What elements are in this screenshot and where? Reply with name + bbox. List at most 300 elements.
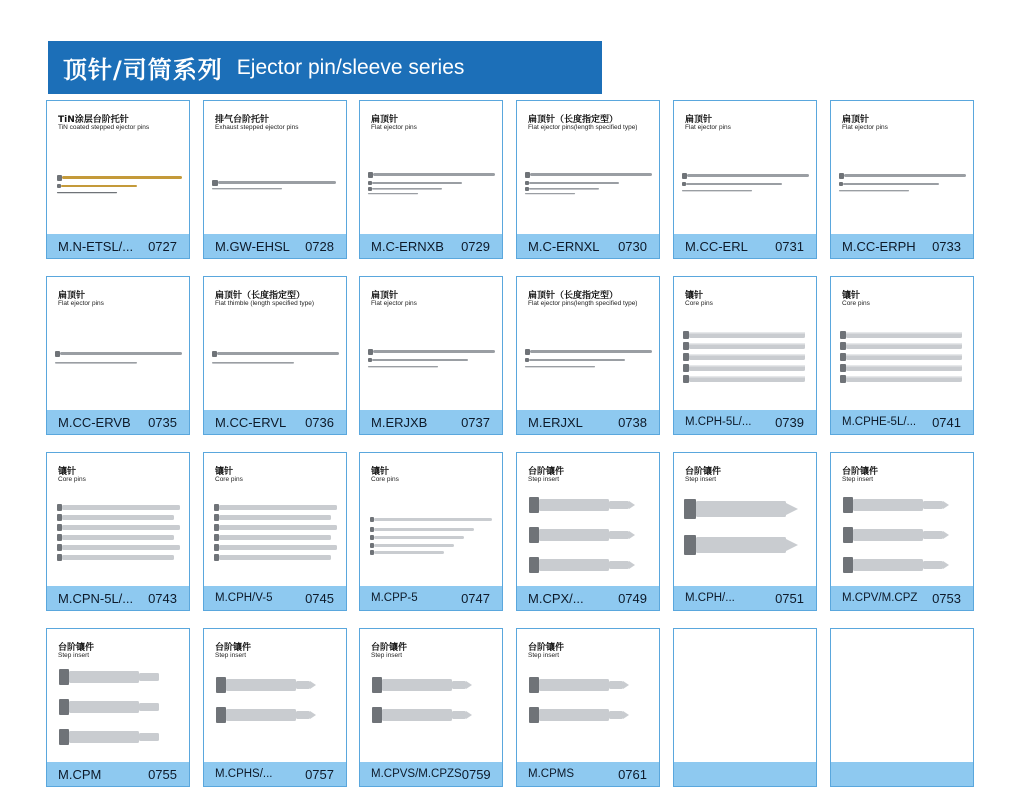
product-title-en: Core pins <box>58 476 86 483</box>
product-title-en: Step insert <box>528 652 560 659</box>
product-title-zh: 台阶镶件 <box>842 467 879 477</box>
insert-tip <box>609 561 629 569</box>
insert-head <box>843 497 853 513</box>
product-footer <box>831 234 973 258</box>
product-image <box>204 663 347 763</box>
product-title-en: Flat ejector pins <box>842 124 888 131</box>
core-pin-head <box>57 544 62 551</box>
product-title-zh: 扁顶针 <box>685 115 713 125</box>
core-pin <box>219 555 331 560</box>
product-title-en: Core pins <box>215 476 243 483</box>
product-title-en: Core pins <box>371 476 399 483</box>
product-footer <box>674 234 816 258</box>
product-code: M.CPM <box>58 766 102 782</box>
product-image <box>47 663 190 763</box>
product-title-en: Core pins <box>685 300 713 307</box>
product-card[interactable] <box>673 100 817 259</box>
product-title-en: Step insert <box>58 652 90 659</box>
insert-head <box>529 497 539 513</box>
insert-head <box>843 557 853 573</box>
flat-pin <box>55 362 137 364</box>
flat-pin <box>530 173 652 176</box>
product-card[interactable] <box>830 276 974 435</box>
product-footer <box>831 586 973 610</box>
insert-body <box>539 499 609 511</box>
product-code: M.CPH-5L/... <box>685 416 752 428</box>
product-footer <box>674 410 816 434</box>
product-footer <box>204 234 346 258</box>
pin-head <box>525 181 529 185</box>
product-title-zh: 镶针 <box>842 291 861 301</box>
core-pin-head <box>840 331 846 339</box>
insert-body <box>853 559 923 571</box>
product-page-number: 0761 <box>618 766 647 782</box>
flat-pin <box>373 173 495 176</box>
exhaust-pin <box>212 188 282 189</box>
insert-body <box>69 671 139 683</box>
insert-tip <box>923 501 943 509</box>
product-footer <box>360 586 502 610</box>
product-title-zh: 扁顶针（长度指定型） <box>528 115 619 125</box>
product-card[interactable] <box>673 452 817 611</box>
product-image <box>47 311 190 411</box>
product-code: M.C-ERNXL <box>528 238 600 254</box>
pin-head <box>368 172 373 178</box>
product-page-number: 0730 <box>618 238 647 254</box>
empty-card <box>673 628 817 787</box>
product-code: M.CC-ERVL <box>215 414 287 430</box>
product-title-en: Flat thimble (length specified type) <box>215 300 314 307</box>
insert-tip <box>296 711 310 719</box>
product-page-number: 0735 <box>148 414 177 430</box>
gold-pin <box>62 176 182 179</box>
product-page-number: 0739 <box>775 414 804 430</box>
insert-head <box>59 699 69 715</box>
insert-body <box>696 501 786 517</box>
flat-pin <box>839 190 909 191</box>
insert-body <box>696 537 786 553</box>
core-pin-head <box>370 517 374 522</box>
flat-pin <box>217 352 339 355</box>
core-pin <box>219 505 337 510</box>
insert-head <box>529 677 539 693</box>
core-pin-head <box>214 514 219 521</box>
product-title-en: Flat ejector pins <box>371 300 417 307</box>
core-pin <box>62 555 174 560</box>
flat-pin <box>529 359 625 361</box>
insert-body <box>539 529 609 541</box>
product-title-zh: 台阶镶件 <box>58 643 95 653</box>
pin-head <box>682 173 687 179</box>
product-title-zh: 台阶镶件 <box>685 467 722 477</box>
insert-head <box>372 677 382 693</box>
flat-pin <box>682 190 752 191</box>
product-page-number: 0728 <box>305 238 334 254</box>
product-footer <box>831 762 973 786</box>
insert-body <box>539 709 609 721</box>
product-card[interactable] <box>46 100 190 259</box>
product-page-number: 0738 <box>618 414 647 430</box>
product-card[interactable] <box>516 628 660 787</box>
product-page-number: 0736 <box>305 414 334 430</box>
product-card[interactable] <box>203 452 347 611</box>
product-card[interactable] <box>46 452 190 611</box>
core-pin-head <box>214 554 219 561</box>
flat-pin <box>525 193 575 194</box>
product-page-number: 0747 <box>461 590 490 606</box>
core-pin-head <box>840 364 846 372</box>
product-footer <box>360 234 502 258</box>
product-footer <box>517 586 659 610</box>
product-title-en: Step insert <box>371 652 403 659</box>
product-page-number: 0757 <box>305 766 334 782</box>
core-pin-head <box>840 375 846 383</box>
product-page-number: 0749 <box>618 590 647 606</box>
flat-pin <box>368 193 418 194</box>
product-title-zh: 扁顶针（长度指定型） <box>528 291 619 301</box>
flat-pin <box>529 188 599 190</box>
flat-pin <box>687 174 809 177</box>
product-title-zh: 台阶镶件 <box>528 643 565 653</box>
product-title-en: TiN coated stepped ejector pins <box>58 124 150 131</box>
core-pin-head <box>57 554 62 561</box>
product-image <box>360 663 503 763</box>
core-pin <box>374 544 454 547</box>
product-title-zh: 扁顶针 <box>842 115 870 125</box>
product-title-zh: 扁顶针 <box>58 291 86 301</box>
core-pin-head <box>370 543 374 548</box>
core-pin <box>219 545 337 550</box>
product-code: M.CPH/V-5 <box>215 592 273 604</box>
gold-pin <box>61 185 137 187</box>
product-card[interactable] <box>203 276 347 435</box>
insert-tip <box>923 531 943 539</box>
product-footer <box>674 762 816 786</box>
flat-pin <box>525 366 595 367</box>
core-pin-head <box>370 527 374 532</box>
product-code: M.CC-ERPH <box>842 238 916 254</box>
product-image <box>831 311 974 411</box>
product-title-zh: 镶针 <box>371 467 390 477</box>
insert-tip <box>139 673 159 681</box>
core-pin-head <box>370 550 374 555</box>
product-card[interactable] <box>673 276 817 435</box>
flat-pin <box>530 350 652 353</box>
product-image <box>204 487 347 587</box>
product-card[interactable] <box>46 628 190 787</box>
product-footer <box>517 410 659 434</box>
insert-tip <box>296 681 310 689</box>
product-card[interactable] <box>516 100 660 259</box>
product-image <box>674 487 817 587</box>
product-title-zh: 台阶镶件 <box>215 643 252 653</box>
insert-head <box>529 707 539 723</box>
insert-head <box>843 527 853 543</box>
core-pin-head <box>370 535 374 540</box>
product-code: M.N-ETSL/... <box>58 238 134 254</box>
product-title-zh: 排气台阶托针 <box>215 115 270 125</box>
product-image <box>517 663 660 763</box>
flat-pin <box>843 183 939 185</box>
product-title-zh: 镶针 <box>685 291 704 301</box>
product-title-en: Flat ejector pins(length specified type) <box>528 124 638 131</box>
product-card[interactable] <box>359 276 503 435</box>
product-code: M.ERJXL <box>528 414 583 430</box>
product-page-number: 0751 <box>775 590 804 606</box>
product-code: M.CC-ERVB <box>58 414 131 430</box>
product-card[interactable] <box>46 276 190 435</box>
pin-head <box>525 358 529 362</box>
product-footer <box>517 234 659 258</box>
product-card[interactable] <box>516 452 660 611</box>
product-footer <box>674 586 816 610</box>
product-title-en: Flat ejector pins(length specified type) <box>528 300 638 307</box>
core-pin <box>62 545 180 550</box>
product-title-en: Flat ejector pins <box>58 300 104 307</box>
product-code: M.CC-ERL <box>685 238 748 254</box>
insert-body <box>382 709 452 721</box>
product-page-number: 0755 <box>148 766 177 782</box>
insert-tip <box>923 561 943 569</box>
product-code: M.CPVS/M.CPZS <box>371 768 462 780</box>
product-card[interactable] <box>203 628 347 787</box>
product-footer <box>47 234 189 258</box>
product-card[interactable] <box>516 276 660 435</box>
core-pin-head <box>57 514 62 521</box>
product-code: M.CPHE-5L/... <box>842 416 917 428</box>
pin-head <box>525 349 530 355</box>
core-pin-head <box>57 504 62 511</box>
pin-head <box>368 181 372 185</box>
product-footer <box>47 586 189 610</box>
insert-head <box>216 677 226 693</box>
insert-body <box>226 709 296 721</box>
product-title-en: Step insert <box>685 476 717 483</box>
pin-head <box>839 173 844 179</box>
flat-pin <box>372 182 462 184</box>
pin-head <box>525 172 530 178</box>
core-pin <box>219 515 331 520</box>
product-code: M.CPHS/... <box>215 768 273 780</box>
product-image <box>47 135 190 235</box>
exhaust-pin <box>218 181 336 184</box>
insert-tip <box>609 681 623 689</box>
product-image <box>674 311 817 411</box>
pin-head <box>682 182 686 186</box>
core-pin <box>62 505 180 510</box>
product-title-zh: TiN涂层台阶托针 <box>58 115 129 125</box>
product-title-zh: 镶针 <box>215 467 234 477</box>
product-page-number: 0741 <box>932 414 961 430</box>
product-page-number: 0743 <box>148 590 177 606</box>
product-page-number: 0731 <box>775 238 804 254</box>
pin-head <box>839 182 843 186</box>
insert-body <box>226 679 296 691</box>
core-pin-head <box>214 504 219 511</box>
product-footer <box>204 410 346 434</box>
insert-head <box>529 527 539 543</box>
product-title-en: Flat ejector pins <box>371 124 417 131</box>
product-image <box>204 311 347 411</box>
core-pin-head <box>214 534 219 541</box>
product-code: M.ERJXB <box>371 414 428 430</box>
flat-pin <box>60 352 182 355</box>
product-title-en: Step insert <box>842 476 874 483</box>
product-footer <box>47 762 189 786</box>
flat-pin <box>212 362 294 364</box>
core-pin-head <box>683 364 689 372</box>
core-pin-head <box>683 331 689 339</box>
product-title-zh: 扁顶针（长度指定型） <box>215 291 306 301</box>
product-code: M.CPP-5 <box>371 592 418 604</box>
product-image <box>204 135 347 235</box>
product-title-zh: 扁顶针 <box>371 115 399 125</box>
pin-head <box>57 184 61 188</box>
flat-pin <box>373 350 495 353</box>
product-footer <box>517 762 659 786</box>
core-pin-head <box>840 342 846 350</box>
pin-head <box>368 349 373 355</box>
insert-tip <box>609 501 629 509</box>
product-page-number: 0737 <box>461 414 490 430</box>
product-footer <box>204 586 346 610</box>
product-page-number: 0745 <box>305 590 334 606</box>
product-title-zh: 扁顶针 <box>371 291 399 301</box>
product-footer <box>360 762 502 786</box>
product-code: M.CPMS <box>528 768 574 780</box>
pin-head <box>57 175 62 181</box>
product-code: M.CPH/... <box>685 592 735 604</box>
core-pin-head <box>683 375 689 383</box>
insert-body <box>853 529 923 541</box>
product-image <box>831 135 974 235</box>
product-code: M.GW-EHSL <box>215 238 290 254</box>
product-page-number: 0727 <box>148 238 177 254</box>
product-card[interactable] <box>359 628 503 787</box>
insert-tip <box>139 703 159 711</box>
product-title-zh: 台阶镶件 <box>528 467 565 477</box>
product-title-en: Flat ejector pins <box>685 124 731 131</box>
flat-pin <box>529 182 619 184</box>
insert-tip <box>452 711 466 719</box>
product-card[interactable] <box>359 100 503 259</box>
product-image <box>674 135 817 235</box>
product-image <box>360 487 503 587</box>
product-code: M.CPV/M.CPZ <box>842 592 918 604</box>
product-title-zh: 台阶镶件 <box>371 643 408 653</box>
insert-head <box>372 707 382 723</box>
pin-head <box>368 187 372 191</box>
core-pin-head <box>840 353 846 361</box>
insert-head <box>684 499 696 519</box>
core-pin-head <box>214 524 219 531</box>
product-code: M.CPX/... <box>528 590 584 606</box>
product-title-en: Exhaust stepped ejector pins <box>215 124 299 131</box>
pin-head <box>368 358 372 362</box>
product-page-number: 0729 <box>461 238 490 254</box>
product-image <box>517 135 660 235</box>
product-title-en: Step insert <box>528 476 560 483</box>
thin-pin <box>57 192 117 193</box>
pin-head <box>212 180 218 186</box>
series-banner <box>48 41 602 94</box>
product-title-en: Step insert <box>215 652 247 659</box>
pin-head <box>212 351 217 357</box>
product-card[interactable] <box>830 100 974 259</box>
core-pin <box>62 515 174 520</box>
core-pin-head <box>683 342 689 350</box>
series-title-en: Ejector pin/sleeve series <box>236 55 465 79</box>
product-image <box>360 311 503 411</box>
product-title-en: Core pins <box>842 300 870 307</box>
product-image <box>360 135 503 235</box>
product-page-number: 0759 <box>461 766 491 782</box>
pin-head <box>55 351 60 357</box>
product-footer <box>360 410 502 434</box>
core-pin-head <box>57 534 62 541</box>
core-pin <box>374 536 464 539</box>
core-pin <box>219 535 331 540</box>
series-title-zh: 顶针/司筒系列 <box>63 56 223 84</box>
product-card[interactable] <box>830 452 974 611</box>
core-pin <box>374 518 492 521</box>
insert-tip <box>609 711 623 719</box>
core-pin-head <box>214 544 219 551</box>
empty-card <box>830 628 974 787</box>
product-code: M.C-ERNXB <box>371 238 444 254</box>
product-image <box>517 311 660 411</box>
product-card[interactable] <box>359 452 503 611</box>
product-page-number: 0753 <box>932 590 961 606</box>
product-footer <box>204 762 346 786</box>
flat-pin <box>372 188 442 190</box>
product-footer <box>831 410 973 434</box>
insert-head <box>684 535 696 555</box>
core-pin <box>374 528 474 531</box>
product-footer <box>47 410 189 434</box>
product-code: M.CPN-5L/... <box>58 590 134 606</box>
core-pin-head <box>683 353 689 361</box>
pin-head <box>525 187 529 191</box>
flat-pin <box>368 366 438 367</box>
insert-body <box>382 679 452 691</box>
product-image <box>831 487 974 587</box>
flat-pin <box>844 174 966 177</box>
insert-head <box>59 669 69 685</box>
core-pin <box>219 525 337 530</box>
insert-head <box>216 707 226 723</box>
insert-head <box>59 729 69 745</box>
core-pin <box>62 535 174 540</box>
product-image <box>47 487 190 587</box>
flat-pin <box>686 183 782 185</box>
insert-body <box>539 559 609 571</box>
product-card[interactable] <box>203 100 347 259</box>
product-image <box>517 487 660 587</box>
product-page-number: 0733 <box>932 238 961 254</box>
insert-head <box>529 557 539 573</box>
insert-tip <box>452 681 466 689</box>
insert-body <box>539 679 609 691</box>
insert-body <box>69 731 139 743</box>
insert-tip <box>139 733 159 741</box>
product-title-zh: 镶针 <box>58 467 77 477</box>
insert-tip <box>609 531 629 539</box>
core-pin-head <box>57 524 62 531</box>
core-pin <box>62 525 180 530</box>
insert-body <box>853 499 923 511</box>
core-pin <box>374 551 444 554</box>
